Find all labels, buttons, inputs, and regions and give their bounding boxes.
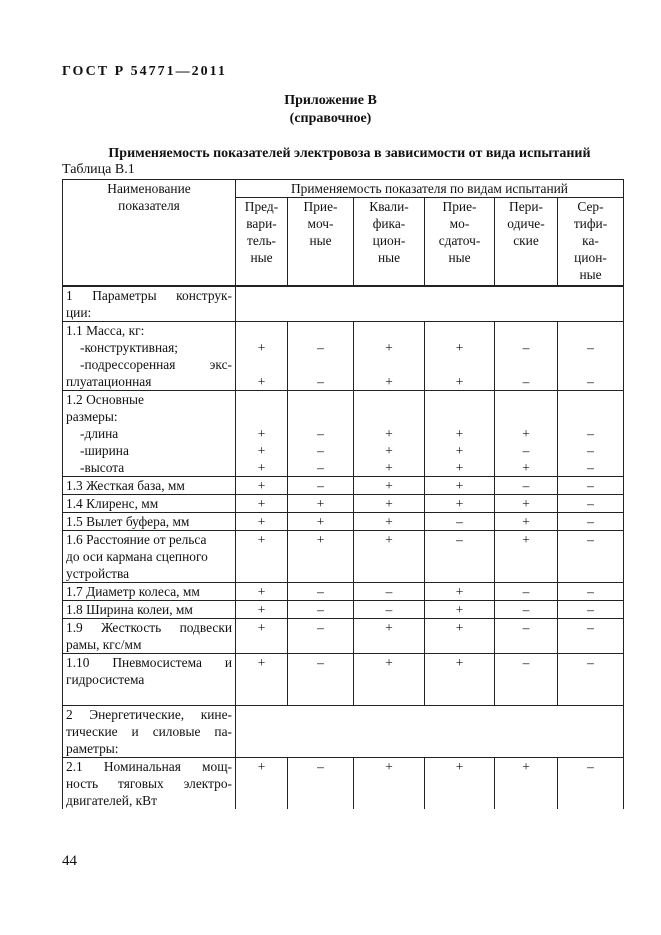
applicability-cell <box>288 391 354 477</box>
indicator-name-line: 1.10 Пневмосистема и <box>66 655 232 670</box>
header-name-line: показателя <box>118 198 180 213</box>
header-name-line: Наименование <box>107 181 191 196</box>
applicability-cell <box>288 601 354 619</box>
applicability-cell <box>354 654 425 706</box>
standard-header: ГОСТ Р 54771—2011 <box>62 64 227 79</box>
applicability-cell <box>354 477 425 495</box>
applicability-mark: – <box>522 620 530 635</box>
column-header-line: цион- <box>574 250 607 265</box>
applicability-mark: + <box>522 496 530 511</box>
applicability-cell <box>288 495 354 513</box>
indicator-name-line: размеры: <box>66 409 118 424</box>
indicator-name-cell <box>63 477 236 495</box>
indicator-name-cell <box>63 601 236 619</box>
indicator-name-line: 1.3 Жесткая база, мм <box>66 478 185 493</box>
applicability-mark: – <box>317 602 324 617</box>
applicability-cell <box>558 477 624 495</box>
indicator-name-cell <box>63 654 236 706</box>
applicability-mark: + <box>316 532 325 547</box>
column-header-line: фика- <box>372 216 406 231</box>
applicability-cell <box>236 619 288 654</box>
header-name-cell <box>63 180 236 287</box>
indicator-name-line: 2.1 Номинальная мощ- <box>66 759 232 774</box>
column-header-line: тель- <box>246 233 277 248</box>
indicator-name-line: 1 Параметры конструк- <box>66 288 232 303</box>
indicator-name-cell <box>63 322 236 391</box>
applicability-mark: – <box>587 496 594 511</box>
column-header-line: ные <box>377 250 401 265</box>
applicability-mark <box>428 408 491 425</box>
table-row <box>63 391 624 477</box>
applicability-cell <box>236 322 288 391</box>
applicability-mark: – <box>522 602 530 617</box>
applicability-mark: + <box>455 620 464 635</box>
table-title: Применяемость показателей электровоза в зависимости от вида испытаний <box>108 146 591 161</box>
applicability-cell <box>236 391 288 477</box>
applicability-mark: + <box>385 443 393 458</box>
applicability-mark <box>428 391 491 408</box>
applicability-mark: – <box>587 532 594 547</box>
applicability-cell <box>558 654 624 706</box>
applicability-mark: + <box>455 759 464 774</box>
applicability-mark <box>239 322 284 339</box>
applicability-cell <box>425 619 495 654</box>
applicability-mark: + <box>257 584 266 599</box>
applicability-mark: – <box>522 443 530 458</box>
indicator-name-line: гидросистема <box>66 672 145 687</box>
indicator-name-cell <box>63 758 236 810</box>
applicability-cell <box>236 513 288 531</box>
indicator-name-line: тические и силовые па- <box>66 724 232 739</box>
table-row <box>63 654 624 706</box>
applicability-mark: – <box>317 584 324 599</box>
applicability-mark: – <box>587 759 594 774</box>
applicability-mark: – <box>587 620 594 635</box>
applicability-mark: + <box>455 584 464 599</box>
applicability-cell <box>425 495 495 513</box>
table-row <box>63 513 624 531</box>
column-header-line: ка- <box>582 233 599 248</box>
applicability-cell <box>495 477 558 495</box>
applicability-mark: + <box>522 532 530 547</box>
applicability-mark <box>239 408 284 425</box>
indicator-name-cell <box>63 583 236 601</box>
applicability-cell <box>495 758 558 810</box>
table-row <box>63 758 624 810</box>
section-empty-cell <box>236 706 624 758</box>
indicator-name-line: 1.1 Масса, кг: <box>66 323 145 338</box>
header-row-1 <box>63 180 624 198</box>
applicability-mark: + <box>385 620 393 635</box>
column-header-line: Пери- <box>509 199 543 214</box>
applicability-cell <box>495 513 558 531</box>
applicability-mark: – <box>587 478 594 493</box>
applicability-cell <box>288 758 354 810</box>
applicability-cell <box>354 601 425 619</box>
applicability-mark <box>239 391 284 408</box>
applicability-mark <box>561 408 620 425</box>
column-header-6 <box>558 198 624 287</box>
applicability-mark: + <box>257 620 266 635</box>
column-header-2 <box>288 198 354 287</box>
indicator-name-line: -высота <box>80 460 125 475</box>
indicator-name-cell <box>63 495 236 513</box>
appendix-subtitle: (справочное) <box>289 111 372 126</box>
indicator-name-line: двигателей, кВт <box>66 793 157 808</box>
indicator-name-line: рамы, кгс/мм <box>66 637 142 652</box>
applicability-mark: + <box>257 443 266 458</box>
applicability-mark: – <box>317 426 324 441</box>
appendix-title: Приложение В <box>284 93 377 108</box>
applicability-mark: – <box>587 426 594 441</box>
table-row <box>63 706 624 758</box>
applicability-table <box>62 179 624 809</box>
applicability-mark: – <box>317 620 324 635</box>
applicability-mark: + <box>455 655 464 670</box>
applicability-cell <box>425 758 495 810</box>
indicator-name-line: -длина <box>80 426 119 441</box>
applicability-mark: + <box>257 340 266 355</box>
header-group-cell: Применяемость показателя по видам испытаний <box>236 180 624 198</box>
column-header-line: одиче- <box>507 216 545 231</box>
applicability-cell <box>354 758 425 810</box>
applicability-mark: – <box>522 655 530 670</box>
applicability-mark: + <box>385 655 393 670</box>
applicability-cell <box>558 391 624 477</box>
applicability-mark: – <box>385 584 393 599</box>
applicability-cell <box>558 531 624 583</box>
applicability-cell <box>558 758 624 810</box>
indicator-name-line: 1.5 Вылет буфера, мм <box>66 514 190 529</box>
applicability-mark: – <box>587 374 594 389</box>
indicator-name-line: до оси кармана сцепного <box>66 549 208 564</box>
applicability-cell <box>354 495 425 513</box>
applicability-mark: – <box>317 374 324 389</box>
applicability-cell <box>354 619 425 654</box>
indicator-name-line: 1.2 Основные <box>66 392 144 407</box>
applicability-mark: – <box>587 460 594 475</box>
applicability-mark: – <box>317 460 324 475</box>
applicability-mark: + <box>257 478 266 493</box>
applicability-cell <box>288 654 354 706</box>
applicability-mark: – <box>317 340 324 355</box>
applicability-mark: + <box>257 426 266 441</box>
applicability-cell <box>425 601 495 619</box>
table-row <box>63 619 624 654</box>
applicability-mark: – <box>587 655 594 670</box>
applicability-cell <box>558 495 624 513</box>
column-header-line: вари- <box>246 216 277 231</box>
column-header-line: Прие- <box>442 199 477 214</box>
applicability-cell <box>425 531 495 583</box>
applicability-mark: – <box>587 443 594 458</box>
applicability-mark: + <box>257 460 266 475</box>
applicability-cell <box>288 322 354 391</box>
applicability-mark <box>428 322 491 339</box>
table-row <box>63 583 624 601</box>
applicability-cell <box>354 531 425 583</box>
indicator-name-line: ность тяговых электро- <box>66 776 232 791</box>
applicability-mark: + <box>385 340 393 355</box>
column-header-line: мо- <box>449 216 470 231</box>
indicator-name-line: устройства <box>66 566 130 581</box>
applicability-mark: + <box>257 602 266 617</box>
applicability-mark: + <box>257 532 266 547</box>
applicability-cell <box>236 583 288 601</box>
column-header-line: Сер- <box>577 199 604 214</box>
column-header-5 <box>495 198 558 287</box>
table-label: Таблица В.1 <box>62 162 135 177</box>
section-empty-cell <box>236 286 624 322</box>
indicator-name-cell <box>63 391 236 477</box>
applicability-mark <box>357 356 421 373</box>
column-header-4 <box>425 198 495 287</box>
applicability-mark: + <box>385 426 393 441</box>
applicability-cell <box>558 513 624 531</box>
applicability-cell <box>495 601 558 619</box>
applicability-mark <box>561 322 620 339</box>
table-row <box>63 286 624 322</box>
column-header-line: сдаточ- <box>438 233 481 248</box>
applicability-cell <box>354 513 425 531</box>
applicability-cell <box>236 758 288 810</box>
applicability-mark <box>498 322 554 339</box>
indicator-name-cell <box>63 619 236 654</box>
applicability-cell <box>425 583 495 601</box>
applicability-mark: + <box>522 514 530 529</box>
applicability-mark <box>357 408 421 425</box>
applicability-cell <box>236 531 288 583</box>
applicability-mark <box>498 391 554 408</box>
indicator-name-cell <box>63 513 236 531</box>
applicability-cell <box>558 322 624 391</box>
applicability-mark: + <box>455 426 464 441</box>
applicability-mark: + <box>385 460 393 475</box>
column-header-line: Квали- <box>369 199 409 214</box>
column-header-line: ные <box>309 233 332 248</box>
applicability-mark: + <box>385 514 393 529</box>
column-header-line: ные <box>250 250 273 265</box>
applicability-mark: – <box>587 602 594 617</box>
applicability-cell <box>495 391 558 477</box>
table-row <box>63 601 624 619</box>
applicability-cell <box>558 601 624 619</box>
indicator-name-line: ции: <box>66 305 92 320</box>
applicability-cell <box>236 477 288 495</box>
indicator-name-line: 1.9 Жесткость подвески <box>66 620 232 635</box>
applicability-mark: – <box>456 532 463 547</box>
applicability-cell <box>354 391 425 477</box>
applicability-cell <box>354 322 425 391</box>
applicability-mark: + <box>385 759 393 774</box>
column-header-line: тифи- <box>573 216 608 231</box>
applicability-mark: – <box>587 340 594 355</box>
indicator-name-line: 1.7 Диаметр колеса, мм <box>66 584 200 599</box>
applicability-mark: + <box>257 496 266 511</box>
applicability-mark: – <box>317 478 324 493</box>
applicability-cell <box>288 477 354 495</box>
page-number: 44 <box>62 853 77 869</box>
applicability-mark: + <box>455 340 464 355</box>
applicability-cell <box>236 495 288 513</box>
indicator-name-cell <box>63 706 236 758</box>
applicability-mark: – <box>522 584 530 599</box>
column-header-line: Пред- <box>244 199 279 214</box>
applicability-mark <box>291 391 350 408</box>
applicability-cell <box>495 583 558 601</box>
applicability-cell <box>288 619 354 654</box>
column-header-line: ские <box>513 233 539 248</box>
applicability-mark: + <box>522 426 530 441</box>
applicability-cell <box>495 619 558 654</box>
indicator-name-line <box>66 688 232 705</box>
applicability-mark <box>561 391 620 408</box>
applicability-cell <box>558 583 624 601</box>
applicability-mark: + <box>316 496 325 511</box>
indicator-name-line: 1.6 Расстояние от рельса <box>66 532 207 547</box>
applicability-mark: + <box>385 478 393 493</box>
applicability-mark: + <box>455 374 464 389</box>
column-header-line: Прие- <box>303 199 338 214</box>
applicability-mark <box>291 408 350 425</box>
applicability-mark: + <box>455 460 464 475</box>
applicability-mark <box>498 356 554 373</box>
column-header-3 <box>354 198 425 287</box>
applicability-mark <box>498 408 554 425</box>
applicability-cell <box>558 619 624 654</box>
indicator-name-line: -подрессоренная экс- <box>80 357 232 372</box>
applicability-cell <box>425 477 495 495</box>
applicability-mark: – <box>522 340 530 355</box>
applicability-mark: + <box>455 602 464 617</box>
applicability-mark: – <box>317 655 324 670</box>
applicability-mark: + <box>522 460 530 475</box>
applicability-mark: + <box>385 374 393 389</box>
indicator-name-line: 1.4 Клиренс, мм <box>66 496 159 511</box>
applicability-cell <box>425 322 495 391</box>
indicator-name-cell <box>63 531 236 583</box>
applicability-cell <box>288 583 354 601</box>
applicability-cell <box>495 322 558 391</box>
applicability-mark <box>291 356 350 373</box>
applicability-cell <box>236 654 288 706</box>
applicability-mark <box>428 356 491 373</box>
applicability-cell <box>425 654 495 706</box>
applicability-cell <box>425 391 495 477</box>
applicability-mark: – <box>317 759 324 774</box>
column-header-line: ные <box>448 250 471 265</box>
applicability-mark: + <box>257 759 266 774</box>
indicator-name-cell <box>63 286 236 322</box>
applicability-cell <box>495 654 558 706</box>
table-row <box>63 495 624 513</box>
applicability-mark: + <box>522 759 530 774</box>
applicability-mark <box>357 391 421 408</box>
applicability-mark: + <box>257 514 266 529</box>
applicability-mark: + <box>455 443 464 458</box>
applicability-mark <box>561 356 620 373</box>
applicability-mark <box>357 322 421 339</box>
table-row <box>63 477 624 495</box>
applicability-cell <box>495 495 558 513</box>
indicator-name-line: -ширина <box>80 443 129 458</box>
indicator-name-line: 2 Энергетические, кине- <box>66 707 232 722</box>
applicability-mark: + <box>455 496 464 511</box>
column-header-line: цион- <box>372 233 406 248</box>
applicability-mark: + <box>385 496 393 511</box>
applicability-cell <box>354 583 425 601</box>
indicator-name-line: 1.8 Ширина колеи, мм <box>66 602 193 617</box>
table-row <box>63 322 624 391</box>
applicability-mark <box>291 322 350 339</box>
applicability-cell <box>288 513 354 531</box>
indicator-name-line: раметры: <box>66 741 119 756</box>
column-header-line: ные <box>579 267 602 282</box>
applicability-mark: – <box>587 584 594 599</box>
applicability-mark: + <box>385 532 393 547</box>
applicability-cell <box>425 513 495 531</box>
indicator-name-line: -конструктивная; <box>80 340 178 355</box>
applicability-mark: + <box>316 514 325 529</box>
applicability-cell <box>236 601 288 619</box>
column-header-line: моч- <box>307 216 334 231</box>
applicability-mark: – <box>456 514 463 529</box>
indicator-name-line: плуатационная <box>66 374 152 389</box>
applicability-cell <box>495 531 558 583</box>
applicability-mark: – <box>317 443 324 458</box>
applicability-mark: – <box>522 478 530 493</box>
applicability-mark <box>239 356 284 373</box>
column-header-1 <box>236 198 288 287</box>
applicability-mark: – <box>587 514 594 529</box>
applicability-mark: – <box>522 374 530 389</box>
applicability-mark: – <box>385 602 393 617</box>
table-row <box>63 531 624 583</box>
applicability-mark: + <box>455 478 464 493</box>
applicability-mark: + <box>257 655 266 670</box>
applicability-mark: + <box>257 374 266 389</box>
applicability-cell <box>288 531 354 583</box>
